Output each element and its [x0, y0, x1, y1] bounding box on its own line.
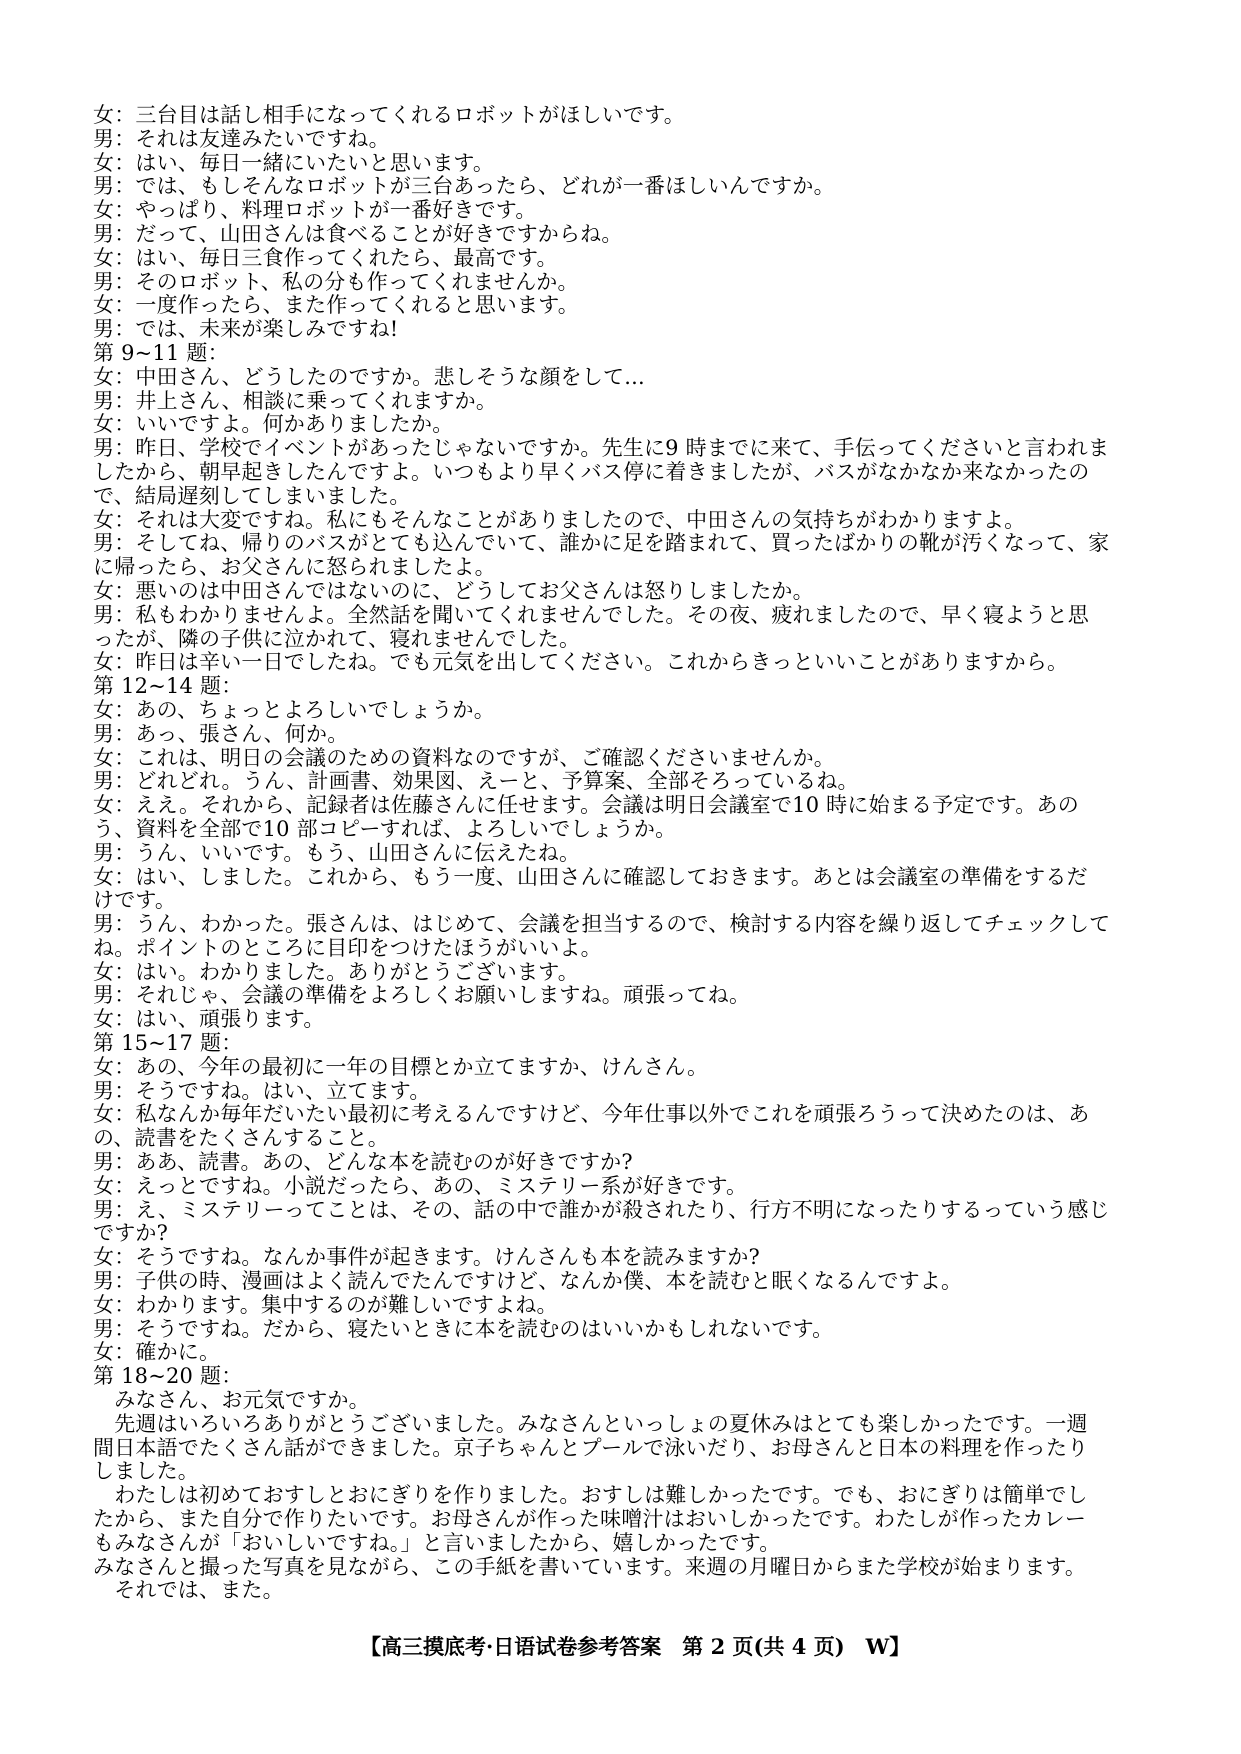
text-line: もみなさんが「おいしいですね。」と言いましたから、嬉しかったです。	[93, 1530, 781, 1555]
text-line: 女：それは大変ですね。私にもそんなことがありましたので、中田さんの気持ちがわかりますよ。	[93, 507, 1026, 532]
text-line: 女：ええ。それから、記録者は佐藤さんに任せます。会議は明日会議室で10 時に始まる予定です。あの	[93, 793, 1079, 818]
text-line: 先週はいろいろありがとうございました。みなさんといっしょの夏休みはとても楽しかったです。一週	[93, 1411, 1088, 1436]
page-footer	[0, 1608, 1241, 1686]
listening-script	[93, 104, 1155, 1603]
text-line: 男：そうですね。だから、寝たいときに本を読むのはいいかもしれないです。	[93, 1316, 834, 1341]
text-line: 第 12~14 题：	[93, 674, 243, 699]
text-line: 男：うん、いいです。もう、山田さんに伝えたね。	[93, 840, 581, 865]
text-line: 女：はい。わかりました。ありがとうございます。	[93, 959, 579, 984]
text-line: 女：一度作ったら、また作ってくれると思います。	[93, 293, 579, 318]
text-line: 女：中田さん、どうしたのですか。悲しそうな顔をして...	[93, 364, 645, 389]
text-line: 女：確かに。	[93, 1340, 221, 1365]
text-line: 男：昨日、学校でイベントがあったじゃないですか。先生に9 時までに来て、手伝ってくださいと言われま	[93, 436, 1110, 461]
text-line: 第 9~11 题：	[93, 340, 229, 365]
text-line: 女：えっとですね。小説だったら、あの、ミステリー系が好きです。	[93, 1173, 748, 1198]
text-line: 男：だって、山田さんは食べることが好きですからね。	[93, 221, 623, 246]
text-line: 男：子供の時、漫画はよく読んでたんですけど、なんか僕、本を読むと眠くなるんですよ。	[93, 1269, 963, 1294]
text-line: 女：わかります。集中するのが難しいですよね。	[93, 1292, 558, 1317]
text-line: 男：私もわかりませんよ。全然話を聞いてくれませんでした。その夜、疲れましたので、早く寝ようと思	[93, 602, 1089, 627]
text-line: 女：三台目は話し相手になってくれるロボットがほしいです。	[93, 103, 685, 127]
text-line: で、結局遅刻してしまいました。	[93, 483, 411, 508]
text-line: したから、朝早起きしたんですよ。いつもより早くバス停に着きましたが、バスがなかなか来なかったの	[93, 459, 1090, 484]
text-line: みなさんと撮った写真を見ながら、この手紙を書いています。来週の月曜日からまた学校が始まります。	[93, 1554, 1087, 1579]
text-line: 女：いいですよ。何かありましたか。	[93, 412, 454, 437]
text-line: たから、また自分で作りたいです。お母さんが作った味噌汁はおいしかったです。わたしが作ったカレー	[93, 1507, 1087, 1532]
text-line: 男：井上さん、相談に乗ってくれますか。	[93, 388, 498, 413]
text-line: 女：はい、頑張ります。	[93, 1007, 325, 1032]
text-line: 男：それは友達みたいですね。	[93, 126, 390, 151]
text-line: 第 15~17 题：	[93, 1031, 243, 1056]
text-line: 男：ああ、読書。あの、どんな本を読むのが好きですか?	[93, 1150, 633, 1175]
text-line: 女：はい、しました。これから、もう一度、山田さんに確認しておきます。あとは会議室の準備をするだ	[93, 864, 1088, 889]
text-line: の、読書をたくさんすること。	[93, 1126, 389, 1151]
text-line: けです。	[93, 888, 177, 913]
text-line: 女：悪いのは中田さんではないのに、どうしてお父さんは怒りしましたか。	[93, 578, 814, 603]
text-line: 女：やっぱり、料理ロボットが一番好きです。	[93, 198, 537, 223]
text-line: 女：あの、今年の最初に一年の目標とか立てますか、けんさん。	[93, 1054, 709, 1079]
text-line: 男：では、未来が楽しみですね!	[93, 317, 399, 342]
text-line: 男：どれどれ。うん、計画書、効果図、えーと、予算案、全部そろっているね。	[93, 769, 859, 794]
text-line: 男：え、ミステリーってことは、その、話の中で誰かが殺されたり、行方不明になったりするっていう感じ	[93, 1197, 1110, 1222]
text-line: 女：そうですね。なんか事件が起きます。けんさんも本を読みますか?	[93, 1245, 760, 1270]
text-line: ね。ポイントのところに目印をつけたほうがいいよ。	[93, 935, 602, 960]
text-line: 男：あっ、張さん、何か。	[93, 721, 349, 746]
text-line: 男：それじゃ、会議の準備をよろしくお願いしますね。頑張ってね。	[93, 983, 751, 1008]
text-line: 女：私なんか毎年だいたい最初に考えるんですけど、今年仕事以外でこれを頑張ろうって決めたのは、あ	[93, 1102, 1090, 1127]
text-line: 第 18~20 题：	[93, 1364, 243, 1389]
text-line: 男：では、もしそんなロボットが三台あったら、どれが一番ほしいんですか。	[93, 174, 835, 199]
text-line: 男：そうですね。はい、立てます。	[93, 1078, 431, 1103]
text-line: う、資料を全部で10 部コピーすれば、よろしいでしょうか。	[93, 816, 677, 841]
text-line: それでは、また。	[93, 1578, 284, 1603]
text-line: 男：そしてね、帰りのバスがとても込んでいて、誰かに足を踏まれて、買ったばかりの靴が汚くなって、家	[93, 531, 1110, 556]
text-line: みなさん、お元気ですか。	[93, 1388, 370, 1413]
text-line: に帰ったら、お父さんに怒られましたよ。	[93, 555, 496, 580]
text-line: 男：うん、わかった。張さんは、はじめて、会議を担当するので、検討する内容を繰り返してチェックして	[93, 912, 1111, 937]
text-line: 女：これは、明日の会議のための資料なのですが、ご確認くださいませんか。	[93, 745, 835, 770]
text-line: 女：はい、毎日三食作ってくれたら、最高です。	[93, 245, 558, 270]
text-line: ったが、隣の子供に泣かれて、寝れませんでした。	[93, 626, 581, 651]
text-line: ですか?	[93, 1221, 169, 1246]
text-line: わたしは初めておすしとおにぎりを作りました。おすしは難しかったです。でも、おにぎりは簡単でし	[93, 1483, 1088, 1508]
text-line: 女：はい、毎日一緒にいたいと思います。	[93, 150, 495, 175]
text-line: 女：昨日は辛い一日でしたね。でも元気を出してください。これからきっといいことがありますから。	[93, 650, 1069, 675]
text-line: しました。	[93, 1459, 199, 1484]
text-line: 男：そのロボット、私の分も作ってくれませんか。	[93, 269, 579, 294]
footer-text: 【高三摸底考·日语试卷参考答案 第 2 页(共 4 页) W】	[360, 1634, 911, 1659]
text-line: 女：あの、ちょっとよろしいでしょうか。	[93, 697, 495, 722]
text-line: 間日本語でたくさん話ができました。京子ちゃんとプールで泳いだり、お母さんと日本の料理を作ったり	[93, 1435, 1089, 1460]
